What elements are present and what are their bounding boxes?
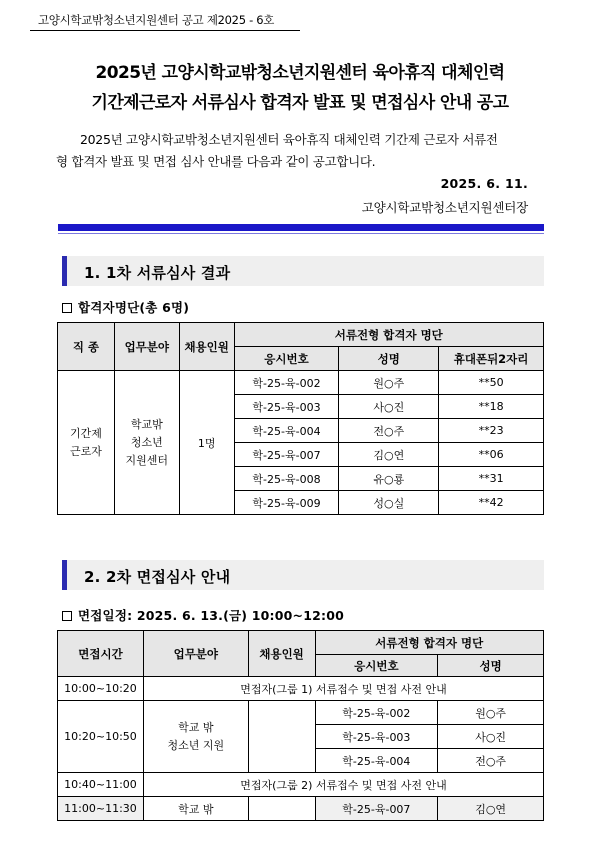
applicant-number: 학-25-육-003	[234, 395, 339, 419]
job-line-2: 근로자	[69, 444, 102, 458]
applicant-name: 사○진	[339, 395, 439, 419]
applicant-number: 학-25-육-004	[234, 419, 339, 443]
intro-line-2: 형 합격자 발표 및 면접 심사 안내를 다음과 같이 공고합니다.	[56, 154, 376, 169]
applicant-number: 학-25-육-007	[315, 797, 438, 821]
interview-schedule-table	[57, 630, 544, 821]
slot-time: 10:00~10:20	[58, 677, 144, 701]
section-marker	[62, 256, 67, 286]
applicant-name: 전○주	[339, 419, 439, 443]
col-name: 성명	[438, 655, 544, 677]
hire-cell: 1명	[179, 371, 234, 515]
col-time: 면접시간	[58, 631, 144, 677]
field-cell: 학교 밖	[143, 797, 248, 821]
section-1-title: 1. 1차 서류심사 결과	[84, 264, 231, 282]
job-line-1: 기간제	[69, 426, 102, 440]
section-2-heading	[62, 560, 544, 590]
applicant-name: 김○연	[438, 797, 544, 821]
applicant-number: 학-25-육-004	[315, 749, 438, 773]
notice-number: 고양시학교밖청소년지원센터 공고 제2025 - 6호	[38, 13, 275, 27]
section-marker	[62, 560, 67, 590]
divider-line	[58, 233, 544, 234]
applicant-phone: **31	[439, 467, 544, 491]
applicant-name: 유○룡	[339, 467, 439, 491]
applicant-name: 성○실	[339, 491, 439, 515]
field-line-1: 학교밖	[130, 417, 163, 431]
col-name: 성명	[339, 347, 439, 371]
col-group: 서류전형 합격자 명단	[315, 631, 544, 655]
field-line-2: 청소년 지원	[167, 738, 225, 752]
col-job: 직 종	[58, 323, 115, 371]
applicant-phone: **50	[439, 371, 544, 395]
applicant-name: 김○연	[339, 443, 439, 467]
field-cell	[143, 701, 248, 773]
field-line-2: 청소년	[130, 435, 163, 449]
applicant-name: 원○주	[438, 701, 544, 725]
checkbox-square-icon	[62, 611, 72, 621]
slot-note: 면접자(그룹 2) 서류접수 및 면접 사전 안내	[143, 773, 543, 797]
applicant-phone: **06	[439, 443, 544, 467]
applicant-number: 학-25-육-002	[234, 371, 339, 395]
notice-number-underline	[30, 30, 300, 31]
section-2-subheading-text: 면접일정: 2025. 6. 13.(금) 10:00~12:00	[78, 608, 344, 623]
section-2-subheading	[62, 606, 344, 624]
section-1-subheading-text: 합격자명단(총 6명)	[78, 300, 190, 315]
table-row	[58, 677, 544, 701]
slot-time: 11:00~11:30	[58, 797, 144, 821]
title-line-1: 2025년 고양시학교밖청소년지원센터 육아휴직 대체인력	[95, 63, 505, 83]
checkbox-square-icon	[62, 303, 72, 313]
applicant-number: 학-25-육-007	[234, 443, 339, 467]
col-hire: 채용인원	[248, 631, 315, 677]
col-phone: 휴대폰뒤2자리	[439, 347, 544, 371]
table-row	[58, 773, 544, 797]
table-row	[58, 797, 544, 821]
applicant-number: 학-25-육-008	[234, 467, 339, 491]
field-line-1: 학교 밖	[178, 720, 214, 734]
col-field: 업무분야	[143, 631, 248, 677]
section-1-subheading	[62, 298, 189, 316]
col-applicant-number: 응시번호	[234, 347, 339, 371]
issuer: 고양시학교밖청소년지원센터장	[361, 200, 528, 215]
document-review-results-table	[57, 322, 544, 515]
field-line-3: 지원센터	[125, 453, 169, 467]
field-cell	[114, 371, 179, 515]
slot-time: 10:20~10:50	[58, 701, 144, 773]
col-applicant-number: 응시번호	[315, 655, 438, 677]
applicant-phone: **42	[439, 491, 544, 515]
section-2-title: 2. 2차 면접심사 안내	[84, 568, 231, 586]
applicant-phone: **18	[439, 395, 544, 419]
hire-cell	[248, 797, 315, 821]
applicant-number: 학-25-육-009	[234, 491, 339, 515]
applicant-number: 학-25-육-002	[315, 701, 438, 725]
title-line-2: 기간제근로자 서류심사 합격자 발표 및 면접심사 안내 공고	[91, 93, 509, 113]
applicant-name: 전○주	[438, 749, 544, 773]
divider-bar	[58, 224, 544, 231]
applicant-number: 학-25-육-003	[315, 725, 438, 749]
applicant-phone: **23	[439, 419, 544, 443]
table-row	[58, 701, 544, 725]
table-row	[58, 371, 544, 395]
section-1-heading	[62, 256, 544, 286]
applicant-name: 원○주	[339, 371, 439, 395]
col-field: 업무분야	[114, 323, 179, 371]
job-cell	[58, 371, 115, 515]
col-hire: 채용인원	[179, 323, 234, 371]
hire-cell	[248, 701, 315, 773]
slot-note: 면접자(그룹 1) 서류접수 및 면접 사전 안내	[143, 677, 543, 701]
notice-date: 2025. 6. 11.	[440, 176, 528, 191]
applicant-name: 사○진	[438, 725, 544, 749]
slot-time: 10:40~11:00	[58, 773, 144, 797]
intro-line-1: 2025년 고양시학교밖청소년지원센터 육아휴직 대체인력 기간제 근로자 서류전	[80, 132, 498, 147]
col-group: 서류전형 합격자 명단	[234, 323, 543, 347]
